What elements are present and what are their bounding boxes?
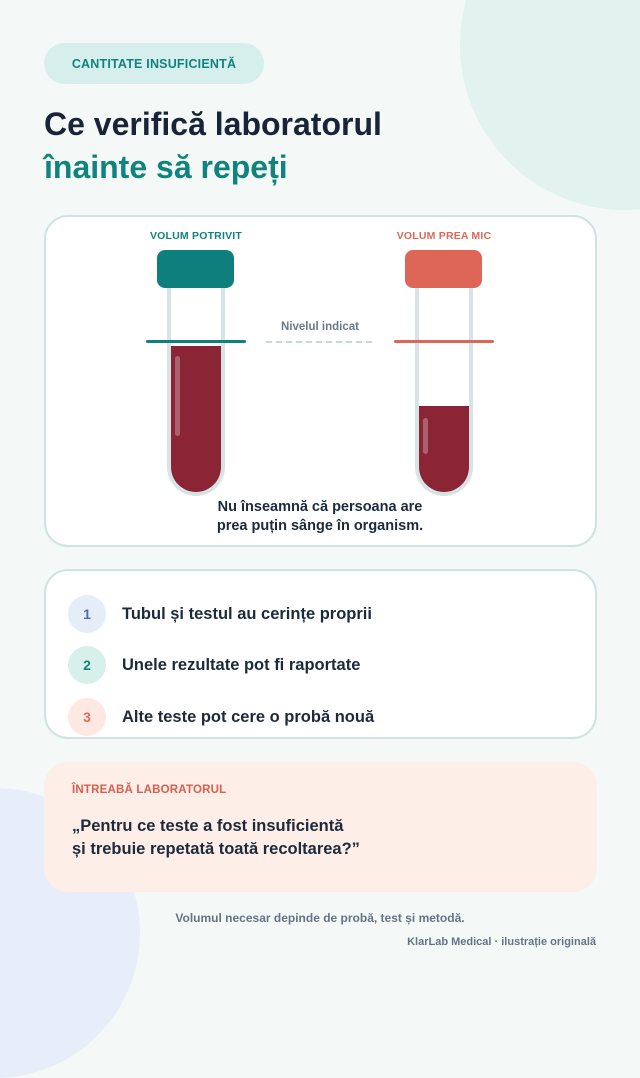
illustration-note-line-1: Nu înseamnă că persoana are — [217, 499, 423, 515]
checklist-item-2 — [68, 646, 360, 684]
footer-note: Volumul necesar depinde de probă, test și metodă. — [175, 911, 465, 925]
fill-line-insufficient — [394, 340, 494, 343]
page-title-line-1: Ce verifică laboratorul — [44, 106, 382, 142]
illustration-note-line-2: prea puțin sânge în organism. — [216, 518, 424, 534]
step-text: Unele rezultate pot fi raportate — [122, 655, 361, 674]
quote-line-2: și trebuie repetată toată recoltarea?” — [72, 840, 360, 858]
category-badge: CANTITATE INSUFICIENTĂ — [44, 43, 264, 84]
step-number-badge: 2 — [68, 646, 106, 684]
ask-lab-label: ÎNTREABĂ LABORATORUL — [72, 784, 227, 796]
footer-credit: KlarLab Medical · ilustrație originală — [407, 936, 596, 948]
blood-tube-insufficient — [415, 288, 473, 496]
fill-level-caption: Nivelul indicat — [281, 321, 359, 333]
tube-cap-correct — [157, 250, 234, 288]
step-text: Tubul și testul au cerințe proprii — [122, 604, 372, 623]
tube-cap-insufficient — [405, 250, 482, 288]
step-number-badge: 3 — [68, 698, 106, 736]
quote-line-1: „Pentru ce teste a fost insuficientă — [72, 817, 344, 835]
step-text: Alte teste pot cere o probă nouă — [122, 707, 375, 726]
label-too-little-volume: VOLUM PREA MIC — [396, 230, 492, 242]
ask-lab-quote — [72, 815, 360, 861]
fill-line-connector — [266, 341, 372, 343]
page-title-line-2: înainte să repeți — [44, 149, 288, 185]
label-correct-volume: VOLUM POTRIVIT — [149, 230, 243, 242]
blood-tube-correct — [167, 288, 225, 496]
checklist-item-3 — [68, 698, 374, 736]
step-number-badge: 1 — [68, 595, 106, 633]
illustration-note — [170, 498, 470, 536]
background-circle-top-right — [460, 0, 640, 210]
fill-line-correct — [146, 340, 246, 343]
checklist-item-1 — [68, 595, 372, 633]
